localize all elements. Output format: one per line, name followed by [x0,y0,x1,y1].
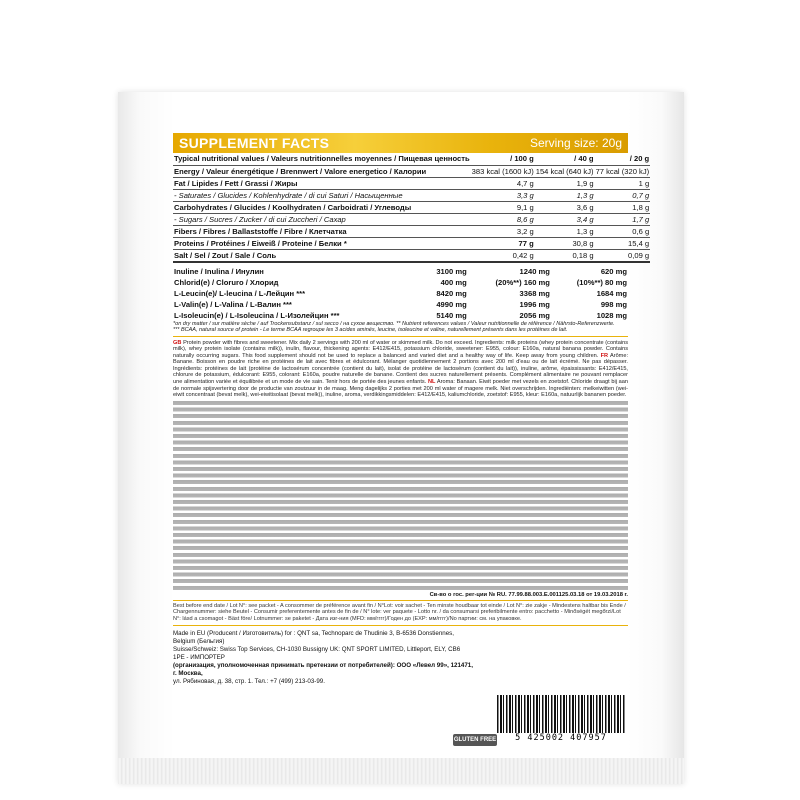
manufacturer-info: Made in EU (Producent / Изготовитель) for : QNT sa, Technoparc de Thudinie 3, B-6536 Donstiennes, Belgium (Бельгия) Suisse/Schweiz: Swiss Top Services, CH-1030 Bussigny UK: QNT SPORT LIMITED, Littleport, ELY, CB6 1PE - ИМПОРТЕР (организация, уполномоченная принимать претензии от потребителей): ООО «Левел 99», 121471, г. Москва, ул. Рябиновая, д. 38, стр. 1. Тел.: +7 (499) 213-03-99. [173,629,473,685]
table-row: Salt / Sel / Zout / Sale / Соль 0,42 g 0,18 g 0,09 g [174,250,650,260]
footnotes: *on dry matter / sur matière sèche / auf Trockensubstanz / sul secco / на сухое вещество. ** Nutrient references values / Valeur nutritionnelle de référence / Nährsto-Referenzwerte. *** BCAA, natural source of protein - Le terme BCAA regroupe les 3 acides aminés, leucine, isoleucine et valine, naturellement présents dans les protéines de lait. [173,321,628,337]
amino-table [173,266,628,321]
table-row: L-Valin(e) / L-Valina / L-Валин *** 4990 mg 1996 mg 998 mg [174,299,627,309]
supplement-label [173,133,650,686]
supplement-facts-header [173,133,628,153]
table-header: Typical nutritional values / Valeurs nutritionnelles moyennes / Пищевая ценность / 100 g / 40 g / 20 g [174,154,650,164]
table-row: - Sugars / Sucres / Zucker / di cui Zuccheri / Сахар 8,6 g 3,4 g 1,7 g [174,214,650,224]
table-row: L-Isoleucin(e) / L-Isoleucina / L-Изолейцин *** 5140 mg 2056 mg 1028 mg [174,310,627,320]
table-row: Fibers / Fibres / Ballaststoffe / Fibre / Клетчатка 3,2 g 1,3 g 0,6 g [174,226,650,236]
registration-line: Св-во о гос. рег-ции № RU. 77.99.88.003.E.001125.03.18 от 19.03.2018 г. [429,591,628,598]
dense-text-block [173,401,628,592]
serving-size: Serving size: 20g [529,136,622,150]
barcode-bars [497,695,625,733]
barcode-number: 5 425002 407957 [515,733,607,743]
table-row: Chlorid(e) / Cloruro / Хлорид 400 mg (20%**) 160 mg (10%**) 80 mg [174,277,627,287]
table-row: Inuline / Inulina / Инулин 3100 mg 1240 mg 620 mg [174,266,627,276]
table-row: - Saturates / Glucides / Kohlenhydrate / di cui Saturi / Насыщенные 3,3 g 1,3 g 0,7 g [174,190,650,200]
multilingual-description: GB Protein powder with fibres and sweetener. Mix daily 2 servings with 200 ml of water or skimmed milk. Do not exceed. Ingredients: milk proteins (whey protein concentrate (contains milk), whey protein isolate (contains milk)), inulin, flavour, thickening agents: E412/E415, potassium chloride, sweetener: E955, colour: E160a, natural banana powder. Contains naturally occurring sugars. This food supplement should not be used to replace a balanced and varied diet and a healthy way of life. Keep away from young children. FR Arôme: Banane. Boisson en poudre riche en protéines de lait avec fibres et édulcorant. Mélanger quotidiennement 2 portions avec 200 ml d'eau ou de lait écrémé. Ne pas dépasser. Ingrédients: protéines de lait (protéine de lactosérum concentrée (contient du lait), isolat de protéine de lactosérum (contient du lait)), inuline, arôme, épaississants: E412/E415, chlorure de potassium, édulcorant: E955, colorant: E160a, poudre naturelle de banane. Contient des sucres naturellement présents. Complément alimentaire ne pouvant remplacer une alimentation variée et équilibrée et un mode de vie sain. Tenir hors de portée des jeunes enfants. NL Aroma: Banaan. Eiwit poeder met vezels en zoetstof. Chloride draagt bij aan de normale spijsvertering door de productie van zoutzuur in de maag. Meng dagelijks 2 porties met 200 ml water of magere melk. Niet overschrijden. Ingrediënten: melkeiwitten (wei-eiwit concentraat (bevat melk), wei-eiwitisolaat (bevat melk)), inuline, aroma, verdikkingsmiddelen: E412/E415, kaliumchloride, zoetstof: E955, kleur: E160a, natuurlijk bananen poeder. [173,340,628,592]
gluten-free-badge: GLUTEN FREE [453,734,497,746]
barcode [497,695,625,745]
table-row: Carbohydrates / Glucides / Koolhydraten / Carboidrati / Углеводы 9,1 g 3,6 g 1,8 g [174,202,650,212]
best-before-lot: Best before end date / Lot N°: see packet - A consommer de préférence avant fin / N°Lot: voir sachet - Ten minste houdbaar tot einde / Lot N°: zie zakje - Mindestens haltbar bis Ende / Chargennummer: siehe Beutel - Consumir preferentemente antes de fin de / N° lote: ver paquete - Lotto nr. / da consumarsi preferibilmente entro: pacchetto - Minőségét megőrzi/Lot N°: lásd a csomagot - Bäst före/ Lotnummer: se paketet - Дата изг-ния (MFD: мм/гггг)/Годен до (EXP: мм/гггг)/No партии: см. на упаковке. [173,600,628,626]
table-row: Proteins / Protéines / Eiweiß / Proteine / Белки * 77 g 30,8 g 15,4 g [174,238,650,248]
bottom-crimp-seal [118,758,684,784]
table-row: Energy / Valeur énergétique / Brennwert / Valore energetico / Калории 383 kcal (1600 kJ) 154 kcal (640 kJ) 77 kcal (320 kJ) [174,166,650,176]
nutrition-table [173,153,650,263]
header-title: SUPPLEMENT FACTS [179,135,330,151]
table-row: L-Leucin(e)/ L-leucina / L-Лейцин *** 8420 mg 3368 mg 1684 mg [174,288,627,298]
table-row: Fat / Lipides / Fett / Grassi / Жиры 4,7 g 1,9 g 1 g [174,178,650,188]
